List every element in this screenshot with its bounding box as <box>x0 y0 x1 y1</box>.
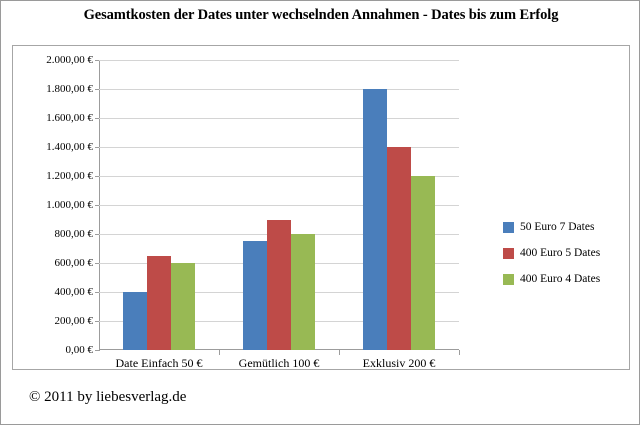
x-tick-mark <box>459 350 460 355</box>
x-tick-label: Date Einfach 50 € <box>115 356 203 370</box>
bars-layer <box>99 60 459 350</box>
y-tick-label: 1.800,00 € <box>46 83 93 95</box>
bar <box>291 234 315 350</box>
legend-color-swatch <box>503 248 514 259</box>
y-tick-label: 400,00 € <box>54 286 93 298</box>
bar <box>267 220 291 351</box>
legend-item-label: 400 Euro 4 Dates <box>520 273 601 285</box>
legend-item[interactable] <box>503 266 600 292</box>
x-tick-mark <box>339 350 340 355</box>
legend-color-swatch <box>503 222 514 233</box>
y-tick-label: 2.000,00 € <box>46 54 93 66</box>
plot-frame <box>12 45 630 370</box>
y-tick-label: 1.000,00 € <box>46 199 93 211</box>
legend <box>503 214 600 292</box>
y-tick-label: 600,00 € <box>54 257 93 269</box>
copyright-note: © 2011 by liebesverlag.de <box>29 389 187 405</box>
legend-item-label: 400 Euro 5 Dates <box>520 247 601 259</box>
y-tick-label: 0,00 € <box>65 344 93 356</box>
legend-item-label: 50 Euro 7 Dates <box>520 221 595 233</box>
y-tick-label: 200,00 € <box>54 315 93 327</box>
y-tick-label: 1.200,00 € <box>46 170 93 182</box>
bar <box>147 256 171 350</box>
x-tick-mark <box>219 350 220 355</box>
y-tick-label: 800,00 € <box>54 228 93 240</box>
bar <box>387 147 411 350</box>
axis-area <box>46 54 459 370</box>
y-tick-mark <box>95 350 99 351</box>
bar <box>123 292 147 350</box>
legend-color-swatch <box>503 274 514 285</box>
x-tick-label: Exklusiv 200 € <box>362 356 436 370</box>
y-tick-label: 1.400,00 € <box>46 141 93 153</box>
bar <box>171 263 195 350</box>
legend-item[interactable] <box>503 214 600 240</box>
legend-item[interactable] <box>503 240 600 266</box>
bar <box>363 89 387 350</box>
bar <box>411 176 435 350</box>
x-tick-label: Gemütlich 100 € <box>238 356 320 370</box>
page-title: Gesamtkosten der Dates unter wechselnden Annahmen - Dates bis zum Erfolg <box>83 7 559 23</box>
bar <box>243 241 267 350</box>
y-tick-label: 1.600,00 € <box>46 112 93 124</box>
